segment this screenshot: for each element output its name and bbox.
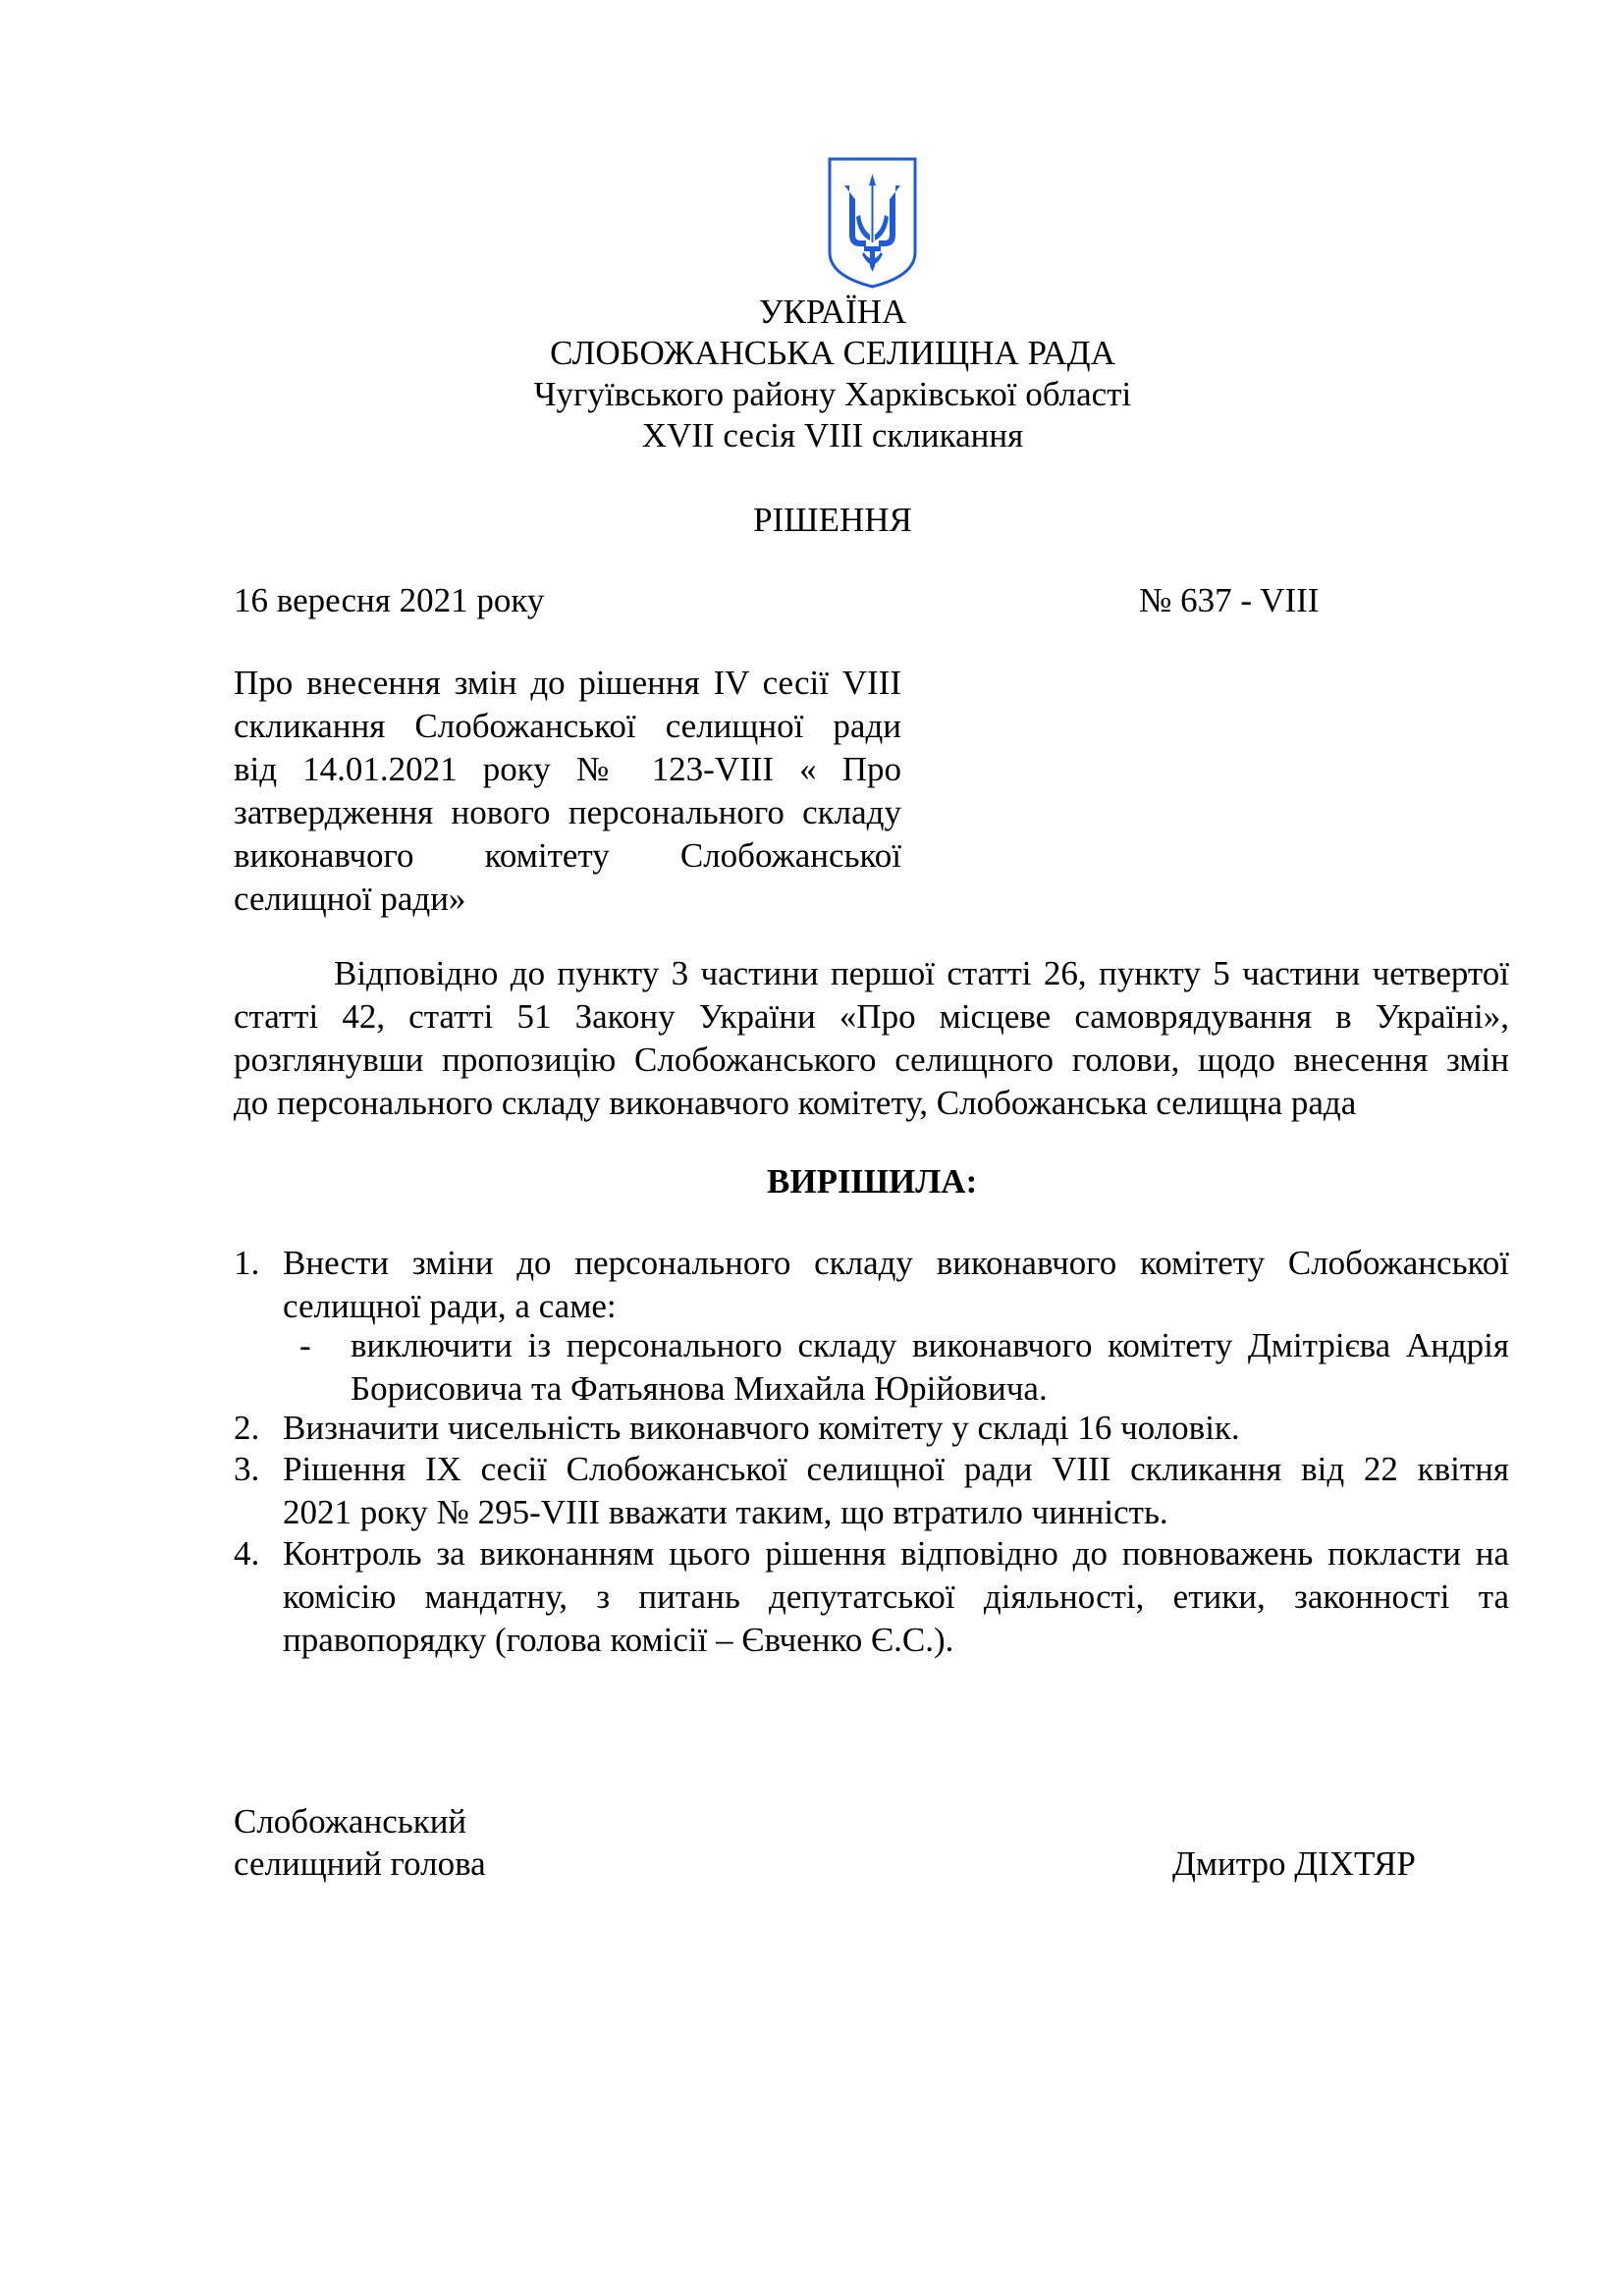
subject-line: скликання Слобожанської селищної ради bbox=[234, 707, 901, 745]
list-item bbox=[234, 1407, 1509, 1450]
item-line: селищної ради, а саме: bbox=[283, 1287, 617, 1325]
sub-item-dash: - bbox=[299, 1326, 311, 1364]
preamble-line: Відповідно до пункту 3 частини першої статті 26, пункту 5 частини четвертої bbox=[334, 954, 1509, 992]
subject-line: затвердження нового персонального складу bbox=[234, 793, 901, 831]
signatory-title-line2: селищний голова bbox=[234, 1844, 486, 1883]
preamble-line: розглянувши пропозицію Слобожанського селищного голови, щодо внесення змін bbox=[234, 1041, 1509, 1079]
decision-subject bbox=[234, 662, 901, 921]
sub-item-line: виключити із персонального складу виконавчого комітету Дмітрієва Андрія bbox=[351, 1326, 1509, 1364]
item-line: Контроль за виконанням цього рішення відповідно до повноважень покласти на bbox=[283, 1534, 1509, 1573]
signatory-name: Дмитро ДІХТЯР bbox=[1172, 1844, 1416, 1883]
preamble bbox=[234, 952, 1509, 1125]
ukraine-coat-of-arms-icon bbox=[827, 156, 918, 290]
item-number: 1. bbox=[234, 1244, 260, 1282]
subject-line: виконавчого комітету Слобожанської bbox=[234, 836, 901, 875]
decision-number: № 637 - VIII bbox=[1139, 581, 1320, 619]
item-line: комісію мандатну, з питань депутатської діяльності, етики, законності та bbox=[283, 1577, 1509, 1616]
item-number: 4. bbox=[234, 1534, 260, 1573]
item-line: 2021 року № 295-VIII вважати таким, що втратило чинність. bbox=[283, 1493, 1168, 1531]
doc-type-title: РІШЕННЯ bbox=[753, 501, 912, 539]
item-line: Визначити чисельність виконавчого комітету у складі 16 чоловік. bbox=[283, 1409, 1240, 1447]
decision-date: 16 вересня 2021 року bbox=[234, 581, 545, 619]
item-line: правопорядку (голова комісії – Євченко Є.С.). bbox=[283, 1621, 954, 1659]
item-line: Рішення IX сесії Слобожанської селищної ради VIII скликання від 22 квітня bbox=[283, 1450, 1509, 1488]
subject-line: від 14.01.2021 року № 123-VIII « Про bbox=[234, 750, 901, 788]
decided-heading: ВИРІШИЛА: bbox=[767, 1162, 978, 1201]
preamble-line: до персонального складу виконавчого комітету, Слобожанська селищна рада bbox=[234, 1084, 1357, 1122]
header-country: УКРАЇНА bbox=[758, 293, 907, 331]
sub-item-line: Борисовича та Фатьянова Михайла Юрійовича. bbox=[351, 1369, 1048, 1408]
list-item bbox=[234, 1242, 1509, 1328]
header-district: Чугуївського району Харківської області bbox=[533, 375, 1132, 413]
subject-line: Про внесення змін до рішення IV сесії VIII bbox=[234, 664, 901, 702]
header-session: XVII сесія VIII скликання bbox=[641, 416, 1024, 454]
preamble-line: статті 42, статті 51 Закону України «Про місцеве самоврядування в Україні», bbox=[234, 997, 1509, 1036]
header-council: СЛОБОЖАНСЬКА СЕЛИЩНА РАДА bbox=[550, 334, 1115, 372]
subject-line: селищної ради» bbox=[234, 880, 466, 918]
list-item bbox=[234, 1532, 1509, 1662]
item-number: 2. bbox=[234, 1409, 260, 1447]
item-number: 3. bbox=[234, 1450, 260, 1488]
list-item bbox=[234, 1448, 1509, 1534]
signatory-title-line1: Слобожанський bbox=[234, 1802, 467, 1841]
item-line: Внести зміни до персонального складу виконавчого комітету Слобожанської bbox=[283, 1244, 1509, 1282]
